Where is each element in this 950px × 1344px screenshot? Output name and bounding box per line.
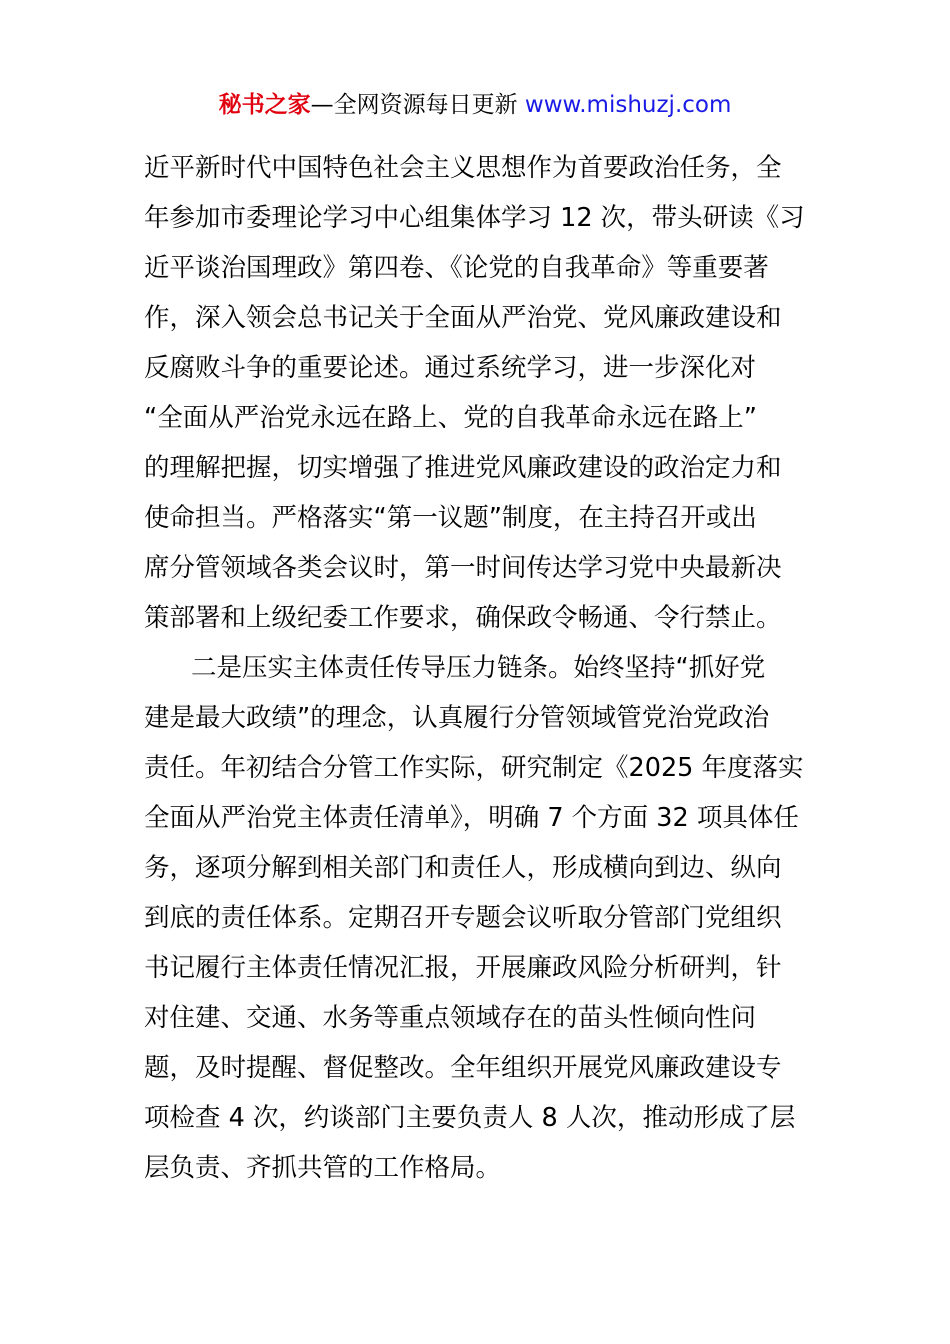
text-line: 近平谈治国理政》第四卷、《论党的自我革命》等重要著	[144, 253, 769, 283]
site-url[interactable]: www.mishuzj.com	[524, 92, 732, 118]
text-line: 使命担当。严格落实“第一议题”制度，在主持召开或出	[144, 503, 757, 533]
text-line: 全面从严治党主体责任清单》，明确 7 个方面 32 项具体任	[144, 803, 799, 833]
text-line: 作，深入领会总书记关于全面从严治党、党风廉政建设和	[144, 303, 782, 333]
text-line: 近平新时代中国特色社会主义思想作为首要政治任务，全	[144, 153, 782, 183]
text-line: 题，及时提醒、督促整改。全年组织开展党风廉政建设专	[144, 1053, 782, 1083]
text-line: 务，逐项分解到相关部门和责任人，形成横向到边、纵向	[144, 853, 782, 883]
paragraph	[144, 143, 814, 643]
text-line: 建是最大政绩”的理念，认真履行分管领域管党治党政治	[144, 703, 770, 733]
paragraph	[144, 643, 814, 1193]
header-tagline: —全网资源每日更新	[310, 92, 525, 118]
page-header	[0, 88, 950, 122]
text-line: 层负责、齐抓共管的工作格局。	[144, 1153, 502, 1183]
text-line: 对住建、交通、水务等重点领域存在的苗头性倾向性问	[144, 1003, 757, 1033]
text-line: 项检查 4 次，约谈部门主要负责人 8 人次，推动形成了层	[144, 1103, 796, 1133]
text-line: “全面从严治党永远在路上、党的自我革命永远在路上”	[144, 403, 757, 433]
text-line: 席分管领域各类会议时，第一时间传达学习党中央最新决	[144, 553, 782, 583]
text-line: 反腐败斗争的重要论述。通过系统学习，进一步深化对	[144, 353, 757, 383]
text-line: 年参加市委理论学习中心组集体学习 12 次，带头研读《习	[144, 203, 805, 233]
text-line: 责任。年初结合分管工作实际，研究制定《2025 年度落实	[144, 753, 804, 783]
document-body	[144, 143, 814, 1193]
text-line: 书记履行主体责任情况汇报，开展廉政风险分析研判，针	[144, 953, 782, 983]
text-line: 的理解把握，切实增强了推进党风廉政建设的政治定力和	[144, 453, 782, 483]
text-line: 到底的责任体系。定期召开专题会议听取分管部门党组织	[144, 903, 782, 933]
text-line: 二是压实主体责任传导压力链条。始终坚持“抓好党	[191, 653, 766, 683]
brand-name: 秘书之家	[218, 92, 311, 118]
text-line: 策部署和上级纪委工作要求，确保政令畅通、令行禁止。	[144, 603, 782, 633]
